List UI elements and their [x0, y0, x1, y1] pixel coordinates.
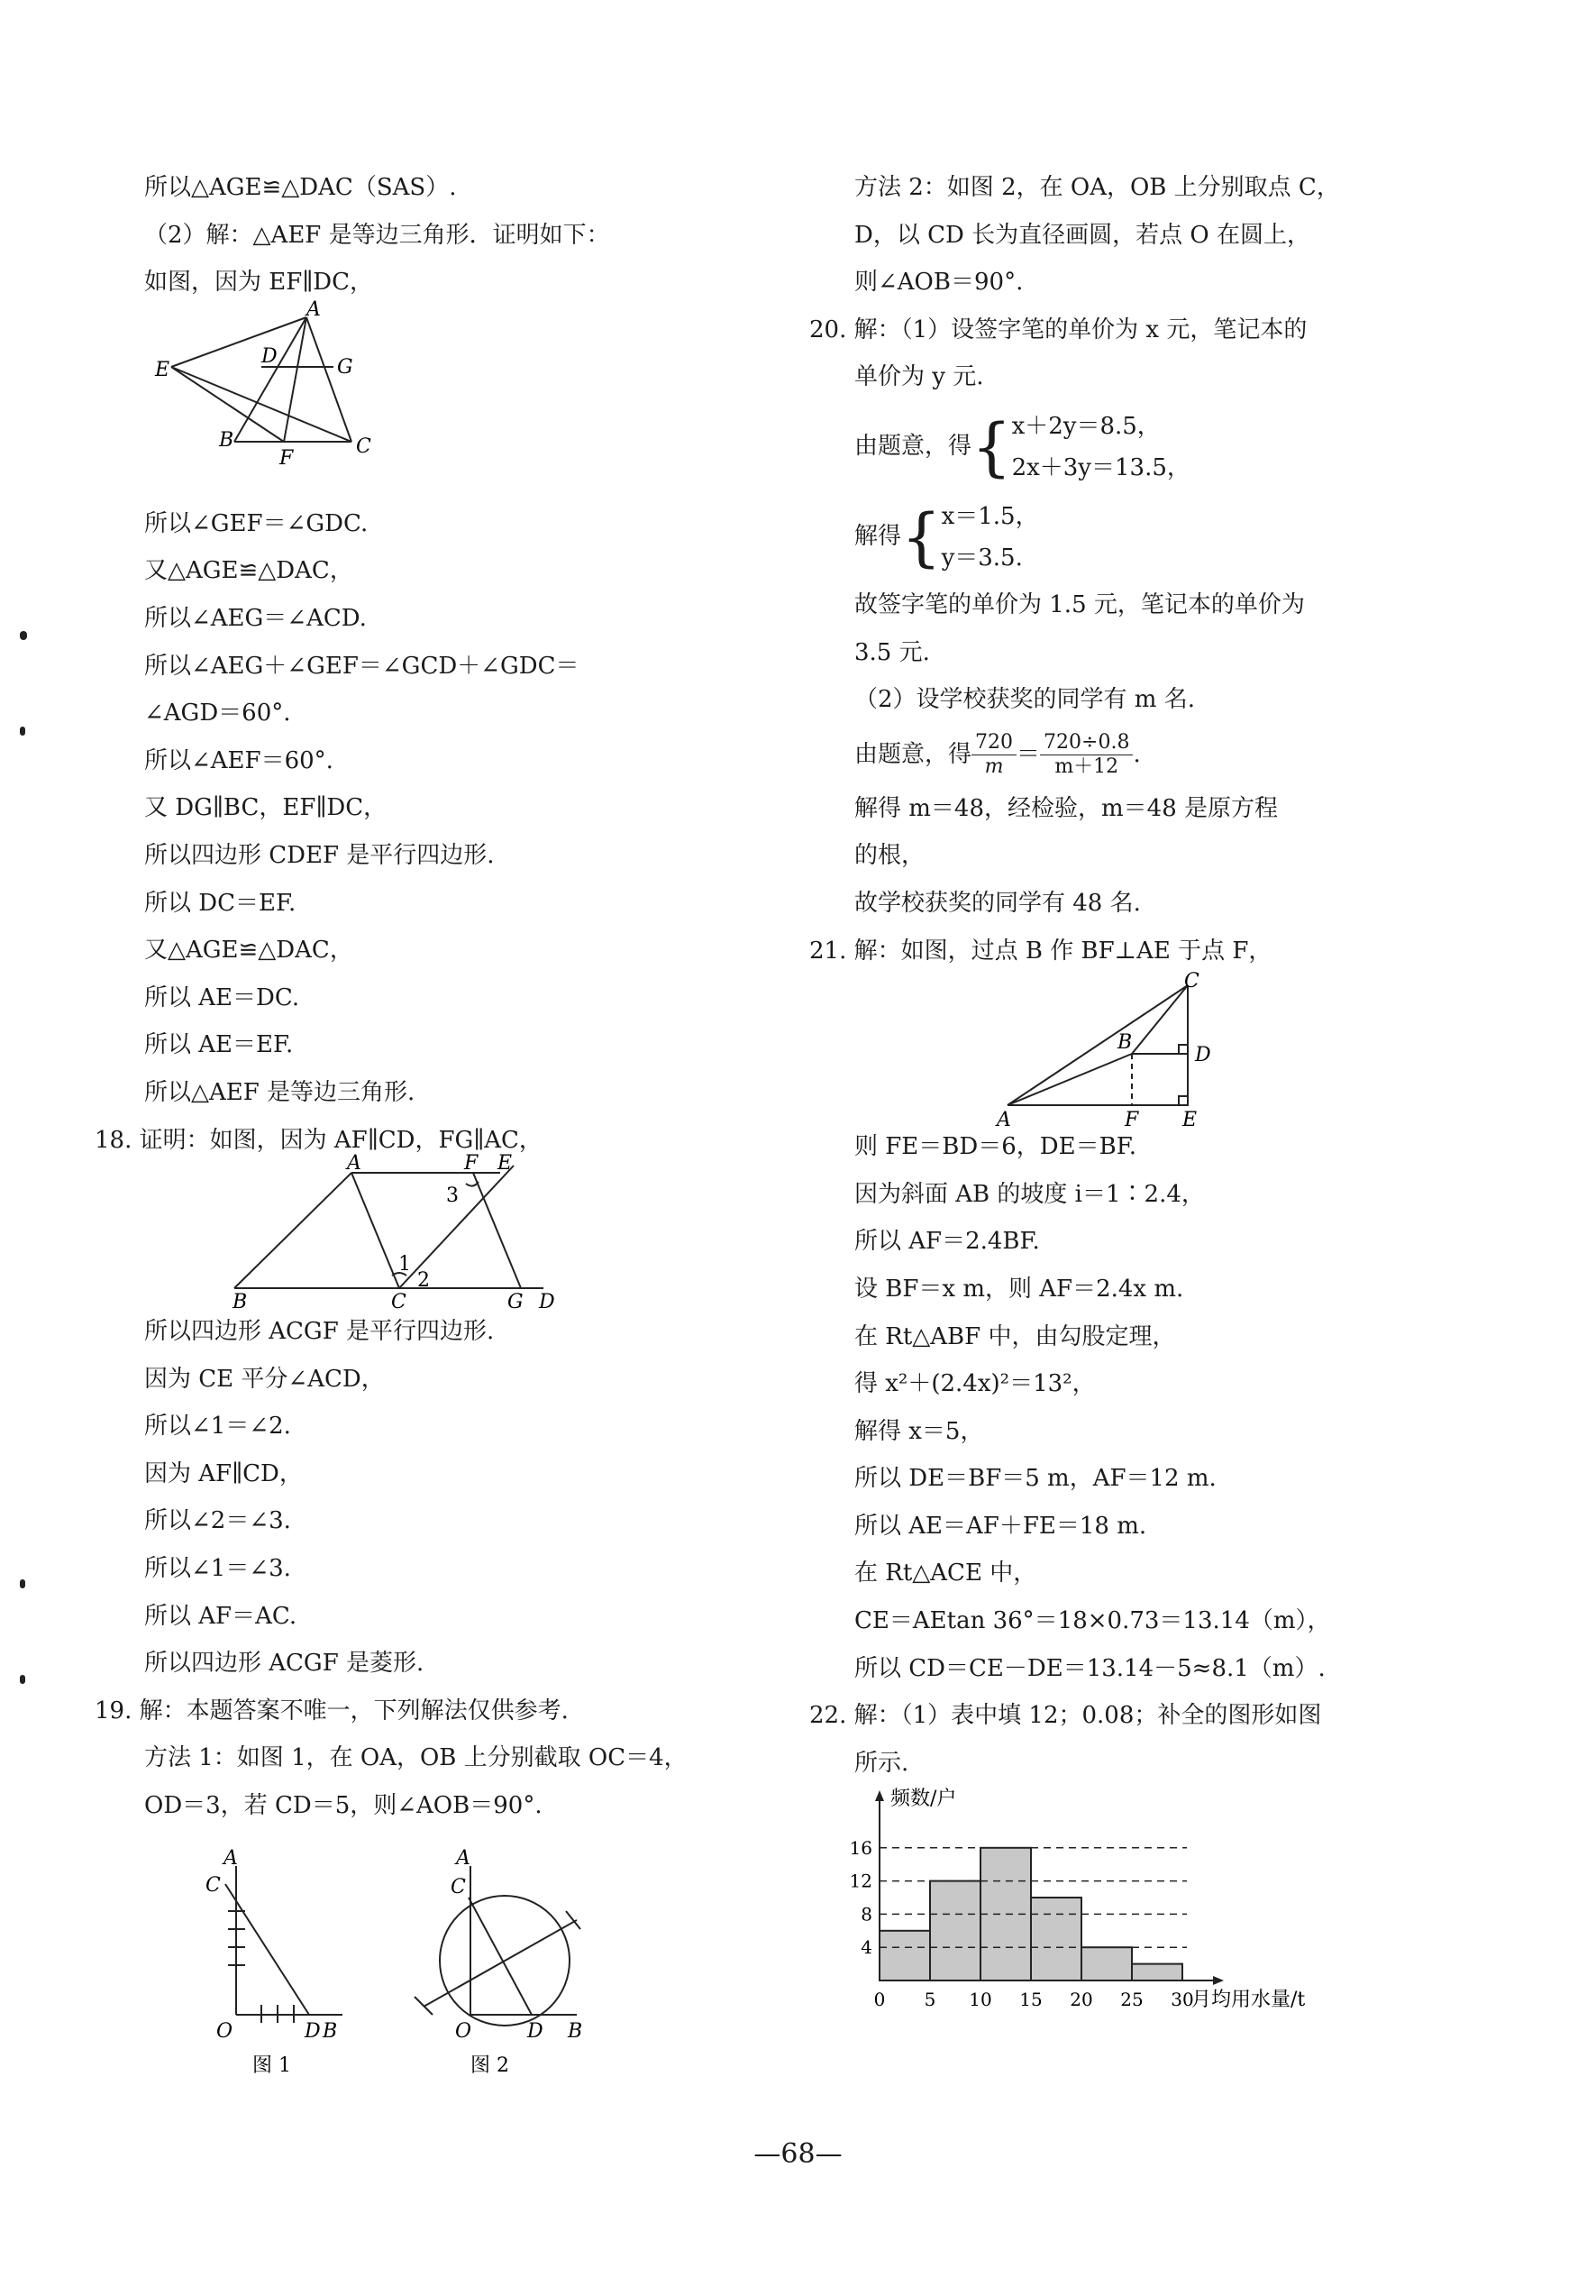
label-A: A — [223, 1846, 238, 1870]
text-line: 因为 AF∥CD， — [144, 1459, 303, 1487]
text-line: CE＝AEtan 36°＝18×0.73＝13.14（m）， — [854, 1607, 1331, 1635]
text-line: 所以 AF＝AC. — [144, 1602, 297, 1630]
text-line: 所以 DE＝BF＝5 m，AF＝12 m. — [854, 1465, 1217, 1493]
histogram-svg — [849, 1787, 1449, 2012]
label-O: O — [216, 2019, 233, 2043]
histogram-chart — [849, 1787, 1449, 2012]
label-D: D — [539, 1291, 555, 1314]
text-line: 又△AGE≌△DAC， — [144, 937, 353, 965]
x-tick-label: 25 — [1120, 1989, 1144, 2011]
text-line: 所以∠AEF＝60°. — [144, 746, 333, 774]
numerator-2: 720÷0.8 — [1040, 731, 1133, 755]
proof-18 — [144, 1308, 703, 1688]
label-E: E — [155, 358, 170, 381]
figure-18-svg — [144, 1152, 703, 1314]
denominator-1: m — [984, 755, 1004, 779]
y-tick-label: 16 — [849, 1837, 872, 1860]
label-A: A — [347, 1152, 361, 1175]
label-B: B — [323, 2019, 338, 2043]
text-line: 所以△AEF 是等边三角形. — [144, 1078, 415, 1106]
denominator-2: m＋12 — [1054, 755, 1119, 779]
x-tick-label: 5 — [924, 1989, 936, 2011]
angle-2: 2 — [417, 1269, 430, 1293]
text-line: 设 BF＝x m，则 AF＝2.4x m. — [854, 1275, 1184, 1303]
label-F: F — [464, 1152, 479, 1175]
y-tick-label: 4 — [861, 1936, 872, 1959]
histogram-bar — [880, 1931, 930, 1980]
text-line: 所以 AF＝2.4BF. — [854, 1228, 1040, 1256]
text-line: 20. 解：（1）设签字笔的单价为 x 元，笔记本的 — [809, 316, 1308, 343]
text-line: 故学校获奖的同学有 48 名. — [854, 889, 1141, 917]
text-line: 所以四边形 ACGF 是菱形. — [144, 1650, 424, 1678]
fraction-equation — [854, 724, 1449, 785]
label-B: B — [568, 2019, 583, 2043]
label-A: A — [456, 1846, 470, 1870]
text-line: 所以四边形 ACGF 是平行四边形. — [144, 1318, 495, 1346]
solution-y: y＝3.5. — [941, 544, 1023, 572]
x-tick-label: 15 — [1019, 1989, 1043, 2011]
x-tick-label: 10 — [969, 1989, 992, 2011]
label-B: B — [1117, 1031, 1133, 1055]
system-1 — [854, 401, 1449, 491]
text-line: 方法 2：如图 2，在 OA，OB 上分别取点 C， — [854, 174, 1340, 201]
label-E: E — [1182, 1109, 1198, 1132]
text-line: 单价为 y 元. — [854, 363, 984, 391]
label-G: G — [337, 355, 353, 379]
answer-21 — [854, 1123, 1449, 1692]
text-line: 所示. — [854, 1749, 909, 1777]
text-line: 得 x²＋(2.4x)²＝13²， — [854, 1370, 1096, 1398]
label-B: B — [219, 428, 234, 452]
text-line: 所以∠2＝∠3. — [144, 1507, 291, 1535]
histogram-bar — [1132, 1964, 1182, 1980]
question-18: 18. 证明：如图，因为 AF∥CD，FG∥AC， — [95, 1126, 543, 1154]
text-line: 所以△AGE≌△DAC（SAS）. — [144, 174, 457, 201]
text-line: 所以 DC＝EF. — [144, 889, 296, 917]
page-number: —68— — [753, 2138, 843, 2170]
text-line: 19. 解：本题答案不唯一，下列解法仅供参考. — [95, 1697, 569, 1724]
equation-2: 2x＋3y＝13.5， — [1011, 453, 1190, 481]
figure-19-svg — [144, 1830, 703, 2077]
answer-19 — [95, 1688, 703, 1830]
brace-icon: { — [971, 409, 1012, 484]
brace-icon: { — [901, 499, 942, 574]
y-tick-label: 12 — [849, 1871, 872, 1893]
y-axis-label: 频数/户 — [890, 1788, 957, 1811]
text-line: 解得 m＝48，经检验，m＝48 是原方程 — [854, 794, 1279, 822]
answer-22 — [809, 1692, 1449, 1787]
text-line: 解得 x＝5， — [854, 1417, 984, 1445]
text-line: D，以 CD 长为直径画圆，若点 O 在圆上， — [854, 221, 1310, 249]
text-line: 所以 AE＝EF. — [144, 1031, 294, 1059]
proof-17-part2 — [144, 500, 703, 1117]
angle-1: 1 — [398, 1253, 411, 1276]
label-F: F — [279, 446, 294, 470]
x-axis-label: 月均用水量/t — [1191, 1989, 1306, 2012]
text-line: 则 FE＝BD＝6，DE＝BF. — [854, 1133, 1136, 1161]
caption-fig1: 图 1 — [252, 2054, 291, 2077]
label-E: E — [497, 1152, 513, 1175]
text-line: ∠AGD＝60°. — [144, 700, 291, 727]
label-C: C — [356, 435, 371, 458]
equation-1: x＋2y＝8.5， — [1011, 412, 1161, 440]
label-C: C — [451, 1875, 466, 1898]
text-line: 所以∠1＝∠3. — [144, 1555, 291, 1583]
text-line: 所以∠AEG＋∠GEF＝∠GCD＋∠GDC＝ — [144, 652, 579, 680]
figure-18 — [144, 1152, 703, 1314]
text-line: 22. 解：（1）表中填 12；0.08；补全的图形如图 — [809, 1702, 1322, 1730]
figure-19 — [144, 1830, 703, 2077]
margin-mark — [20, 1579, 25, 1588]
label-F: F — [1125, 1109, 1139, 1132]
label-C: C — [391, 1291, 406, 1314]
left-column — [95, 164, 703, 2077]
text-line: 所以∠GEF＝∠GDC. — [144, 509, 369, 537]
answer-20-part2 — [854, 581, 1449, 724]
figure-21-svg — [854, 970, 1449, 1132]
label-C: C — [205, 1873, 221, 1897]
text-line: 因为斜面 AB 的坡度 i＝1∶2.4， — [854, 1180, 1205, 1208]
text-line: 所以 CD＝CE－DE＝13.14－5≈8.1（m）. — [854, 1654, 1326, 1682]
histogram-bar — [930, 1881, 980, 1980]
answer-19-method2 — [854, 164, 1449, 306]
text-line: 的根， — [854, 842, 926, 870]
answer-20-conclusion — [854, 785, 1449, 928]
label-G: G — [507, 1291, 524, 1314]
text-line: 方法 1：如图 1，在 OA，OB 上分别截取 OC＝4， — [144, 1744, 688, 1772]
proof-17-part1 — [144, 164, 703, 306]
text-line: 在 Rt△ACE 中， — [854, 1560, 1037, 1587]
text-line: 所以∠AEG＝∠ACD. — [144, 604, 367, 632]
period: . — [1133, 740, 1141, 768]
text-line: 所以四边形 CDEF 是平行四边形. — [144, 841, 495, 869]
text-line: 所以 AE＝AF＋FE＝18 m. — [854, 1512, 1147, 1540]
figure-17 — [144, 297, 703, 500]
figure-21 — [854, 970, 1449, 1132]
label-O: O — [455, 2019, 472, 2043]
text-line: 故签字笔的单价为 1.5 元，笔记本的单价为 — [854, 590, 1305, 618]
figure-17-svg — [144, 297, 703, 500]
label-D: D — [261, 344, 278, 368]
numerator-1: 720 — [971, 731, 1017, 755]
margin-mark — [20, 727, 25, 736]
text-line: 又△AGE≌△DAC， — [144, 557, 353, 585]
margin-mark — [20, 1675, 25, 1684]
label-A: A — [997, 1109, 1011, 1132]
label-B: B — [233, 1291, 248, 1314]
label-D: D — [1195, 1044, 1211, 1067]
text-line: 所以 AE＝DC. — [144, 983, 300, 1011]
angle-3: 3 — [446, 1185, 459, 1208]
arrow-icon — [1213, 1976, 1224, 1985]
text-line: 如图，因为 EF∥DC， — [144, 269, 374, 297]
text-line: 又 DG∥BC，EF∥DC， — [144, 794, 388, 822]
answer-20 — [809, 306, 1449, 401]
text-line: 则∠AOB＝90°. — [854, 269, 1024, 297]
question-21: 21. 解：如图，过点 B 作 BF⊥AE 于点 F， — [809, 937, 1272, 965]
x-tick-label: 30 — [1171, 1989, 1194, 2011]
arrow-icon — [875, 1790, 884, 1801]
x-tick-label: 0 — [873, 1989, 886, 2011]
text-line: OD＝3，若 CD＝5，则∠AOB＝90°. — [144, 1792, 543, 1820]
right-column — [809, 164, 1449, 2012]
text-line: 3.5 元. — [854, 638, 930, 666]
system-2-lead: 解得 — [854, 522, 902, 550]
text-line: 在 Rt△ABF 中，由勾股定理， — [854, 1322, 1176, 1350]
label-D: D — [527, 2019, 543, 2043]
x-tick-label: 20 — [1070, 1989, 1093, 2011]
text-line: （2）解：△AEF 是等边三角形．证明如下： — [144, 221, 610, 249]
fraction-lead: 由题意，得 — [854, 740, 972, 768]
solution-x: x＝1.5， — [941, 502, 1039, 530]
text-line: 所以∠1＝∠2. — [144, 1413, 291, 1441]
system-1-lead: 由题意，得 — [854, 432, 972, 460]
label-C: C — [1184, 970, 1199, 993]
histogram-bar — [1081, 1948, 1132, 1981]
label-A: A — [306, 297, 321, 321]
equals-sign: ＝ — [1017, 740, 1041, 768]
system-2 — [854, 491, 1449, 581]
y-tick-label: 8 — [861, 1903, 872, 1926]
histogram-bar — [1031, 1898, 1081, 1980]
text-line: 因为 CE 平分∠ACD， — [144, 1365, 385, 1393]
text-line: （2）设学校获奖的同学有 m 名. — [854, 686, 1195, 714]
caption-fig2: 图 2 — [470, 2054, 509, 2077]
label-D: D — [305, 2019, 321, 2043]
margin-mark — [20, 631, 27, 640]
